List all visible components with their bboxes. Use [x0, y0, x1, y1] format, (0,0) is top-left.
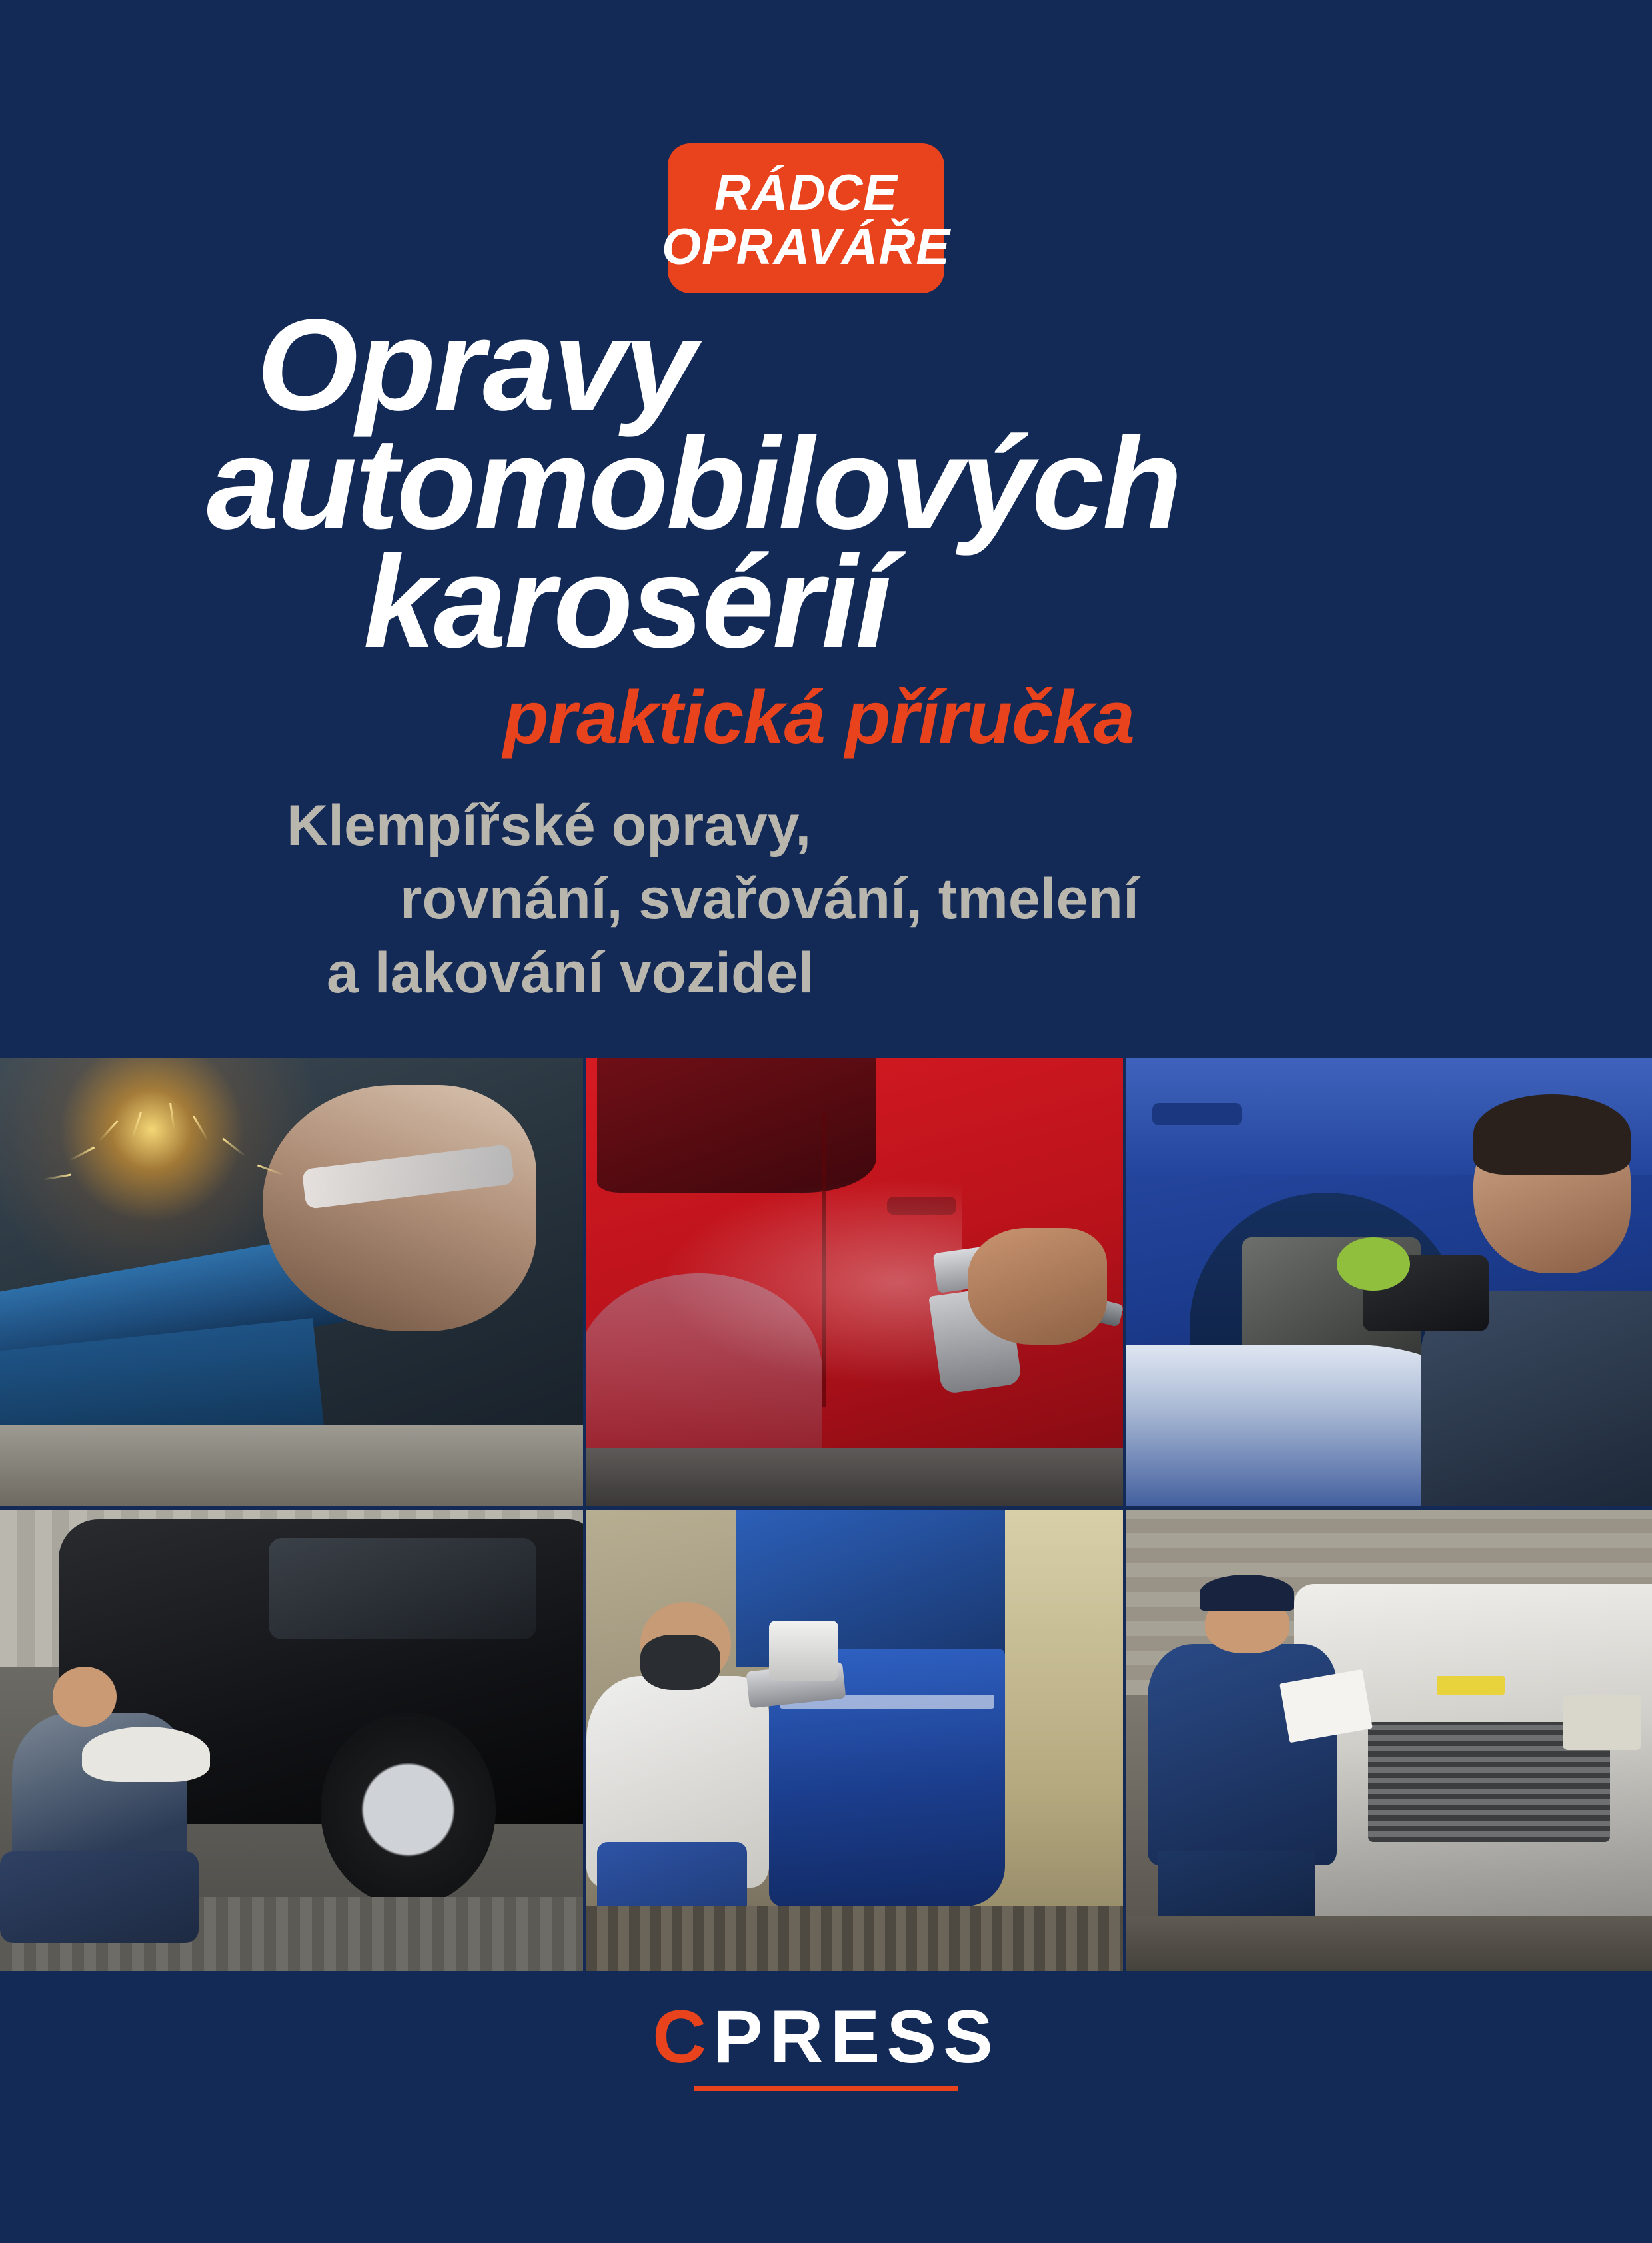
description-line-1: Klempířské opravy,	[287, 793, 812, 858]
title-block	[0, 292, 1652, 1008]
photo-inspector-stripped-car	[1126, 1510, 1652, 1971]
photo-spray-booth-blue-car	[586, 1510, 1123, 1971]
series-badge	[661, 143, 951, 293]
title-line-3: karosérií	[363, 529, 890, 676]
description-line-2: rovnání, svařování, tmelení	[400, 867, 1139, 932]
photo-spray-gun-red-car	[586, 1058, 1123, 1506]
series-badge-line1: RÁDCE	[714, 164, 898, 221]
title-line-2: automobilových	[207, 410, 1180, 557]
subtitle: praktická příručka	[503, 675, 1134, 759]
description-line-3: a lakování vozidel	[327, 941, 814, 1006]
photo-grid	[0, 1058, 1652, 1971]
publisher-rule	[694, 2086, 958, 2091]
publisher-rest: PRESS	[713, 1995, 1000, 2078]
photo-polishing-blue-car	[1126, 1058, 1652, 1506]
publisher-name	[652, 1995, 1000, 2078]
publisher-initial: C	[652, 1995, 714, 2078]
photo-grinding-sparks	[0, 1058, 583, 1506]
publisher-logo	[0, 1995, 1652, 2091]
photo-filler-black-suv	[0, 1510, 583, 1971]
title-line-1: Opravy	[257, 292, 695, 438]
series-badge-line2: OPRAVÁŘE	[661, 218, 951, 275]
